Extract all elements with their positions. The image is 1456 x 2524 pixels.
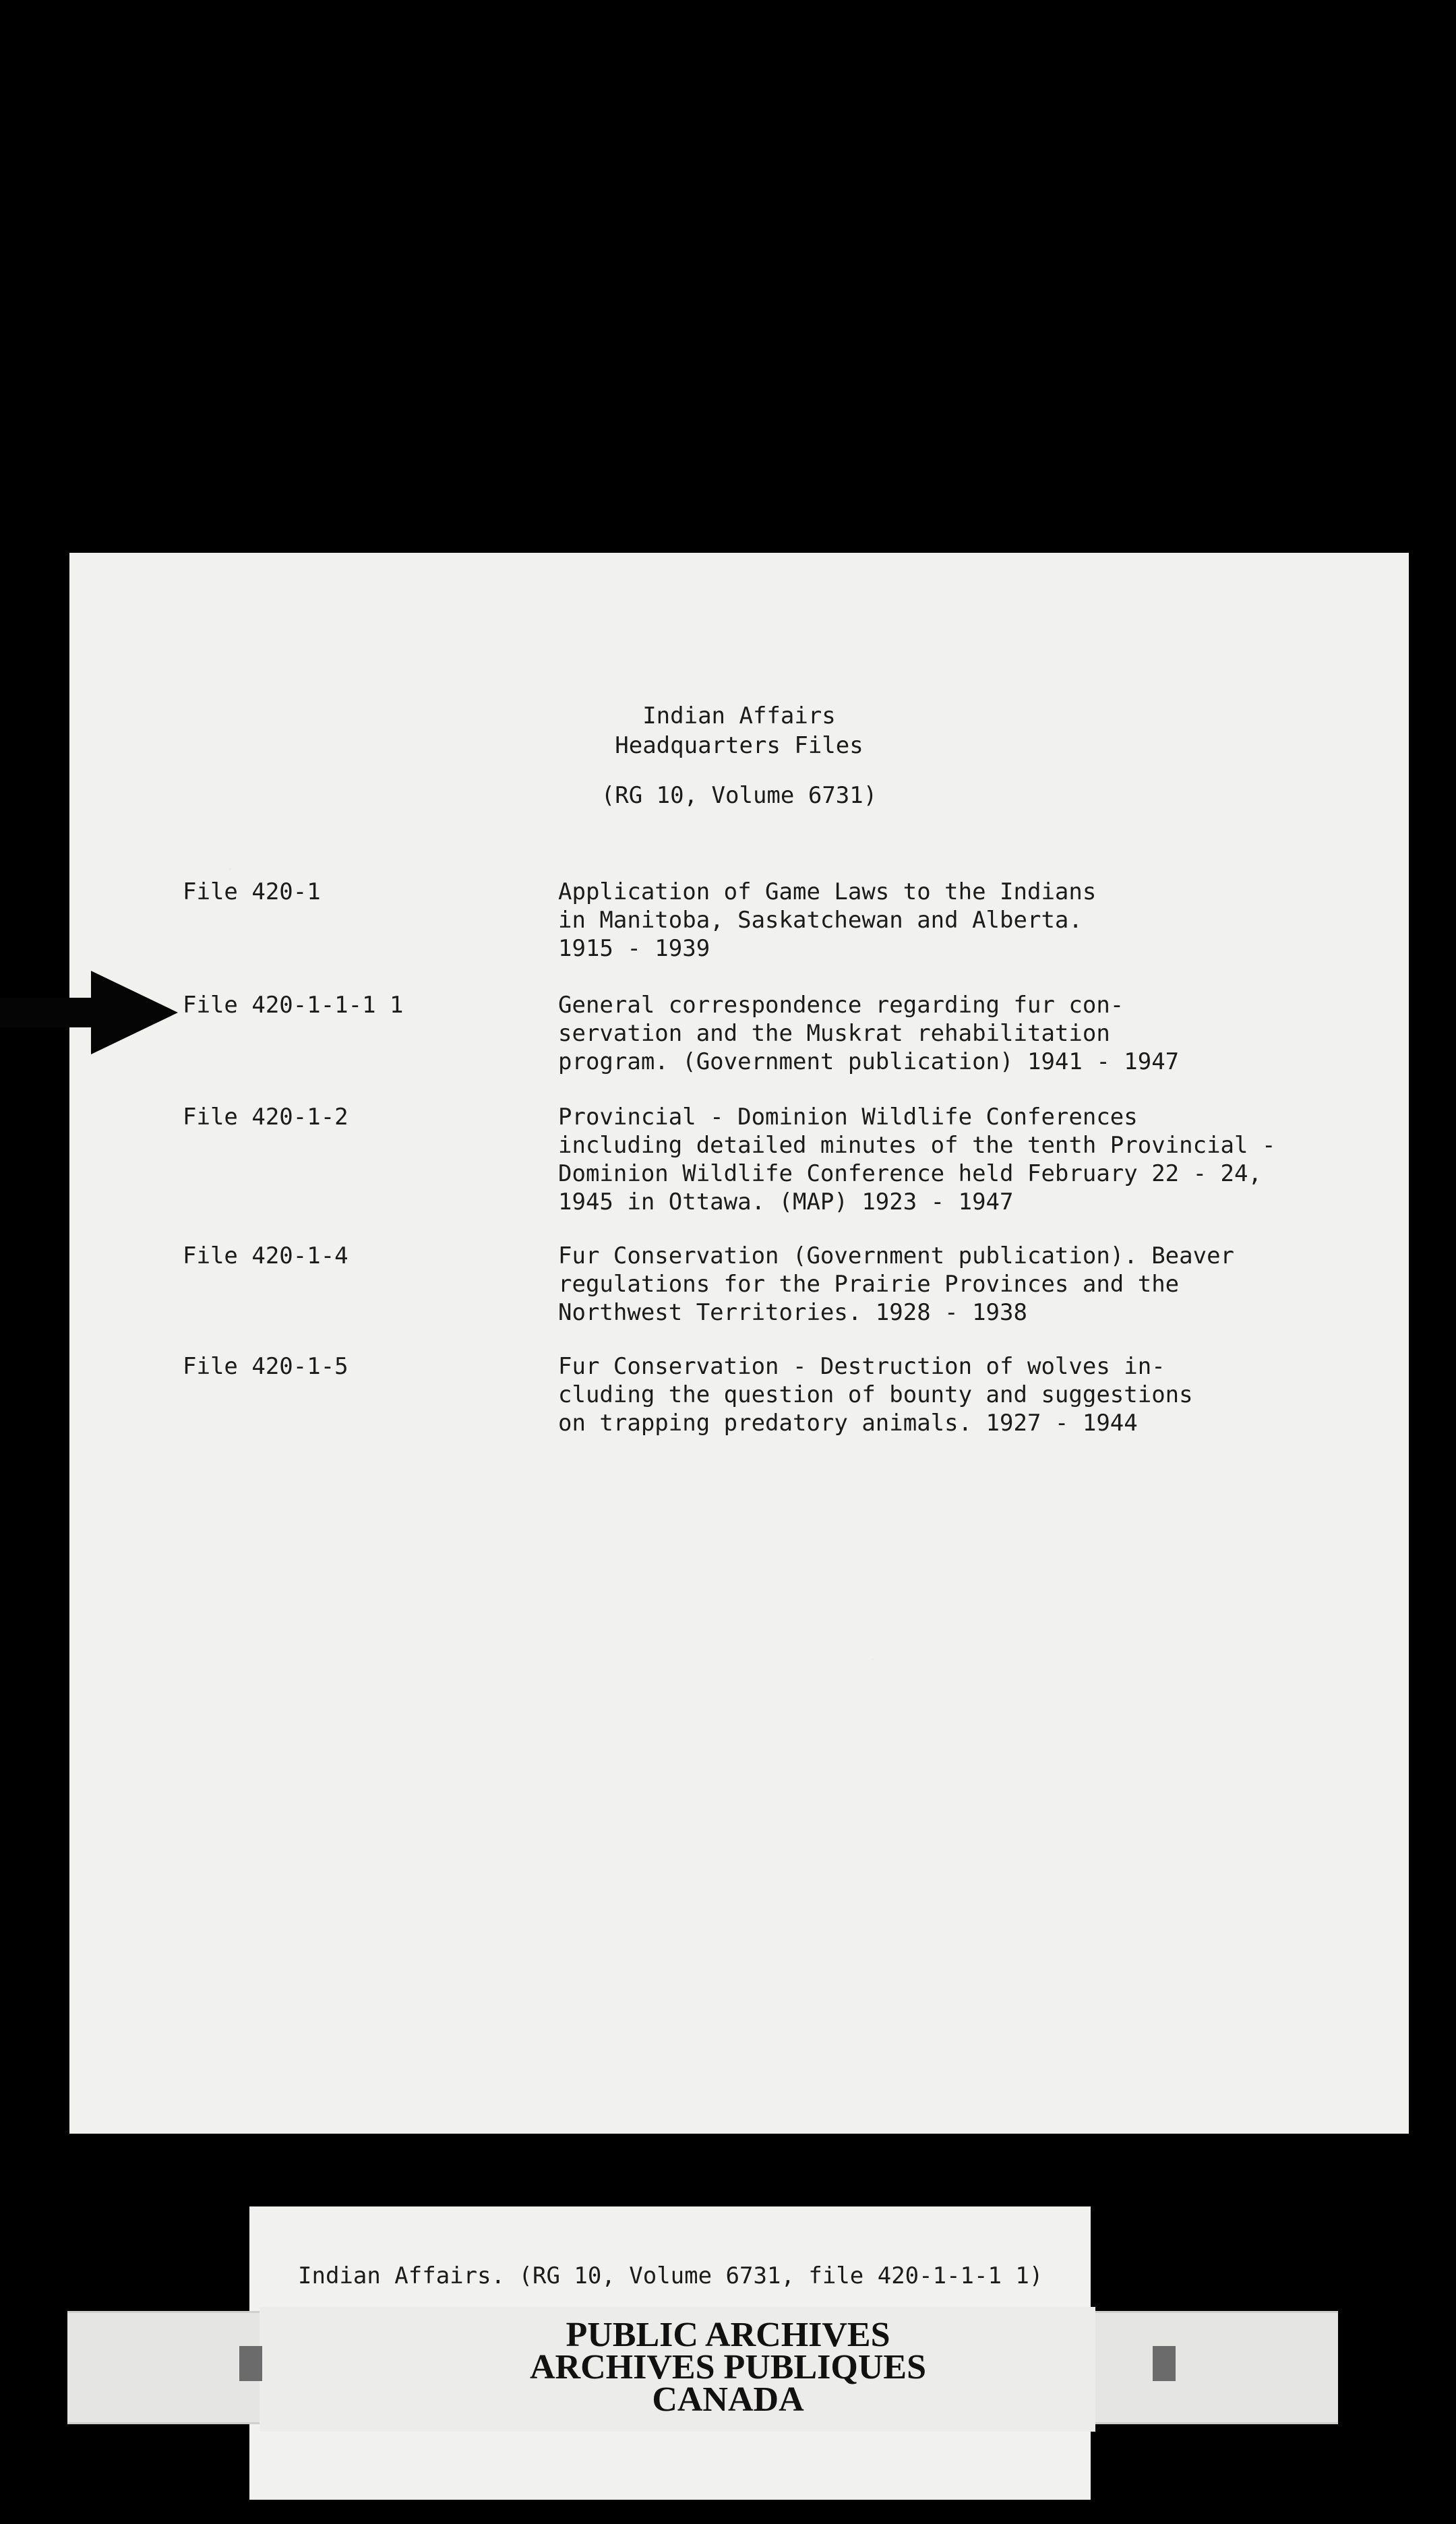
heading-series: Headquarters Files [615,732,863,759]
heading-agency: Indian Affairs [642,702,836,729]
stamp-line-country: CANADA [652,2380,804,2419]
file-number: File 420-1 [183,878,321,905]
stamp-line-english: PUBLIC ARCHIVES [566,2316,890,2354]
file-number: File 420-1-5 [183,1353,348,1380]
file-description: Fur Conservation (Government publication). Beaver regulations for the Prairie Provinces and the Northwest Territories. 1928 - 1938 [558,1242,1235,1326]
volume-reference: (RG 10, Volume 6731) [601,782,878,809]
file-number: File 420-1-1-1 1 [183,992,404,1019]
caption-text: Indian Affairs. (RG 10, Volume 6731, file 420-1-1-1 1) [298,2262,1043,2289]
file-description: Fur Conservation - Destruction of wolves in- cluding the question of bounty and suggestions on trapping predatory animals. 1927 - 1944 [558,1353,1193,1437]
file-number: File 420-1-2 [183,1104,348,1131]
file-description: General correspondence regarding fur con- servation and the Muskrat rehabilitation program. (Government publication) 1941 - 1947 [558,992,1180,1075]
file-number: File 420-1-4 [183,1242,348,1269]
file-description: Provincial - Dominion Wildlife Conferences including detailed minutes of the tenth Provincial - Dominion Wildlife Conference held February 22 - 24, 1945 in Ottawa. (MAP) 1923 - 1947 [558,1104,1276,1215]
document-page [69,553,1409,2134]
stamp-line-french: ARCHIVES PUBLIQUES [529,2348,927,2386]
file-description: Application of Game Laws to the Indians in Manitoba, Saskatchewan and Alberta. 1915 - 1939 [558,878,1097,962]
arrow-right-icon [0,971,178,1054]
